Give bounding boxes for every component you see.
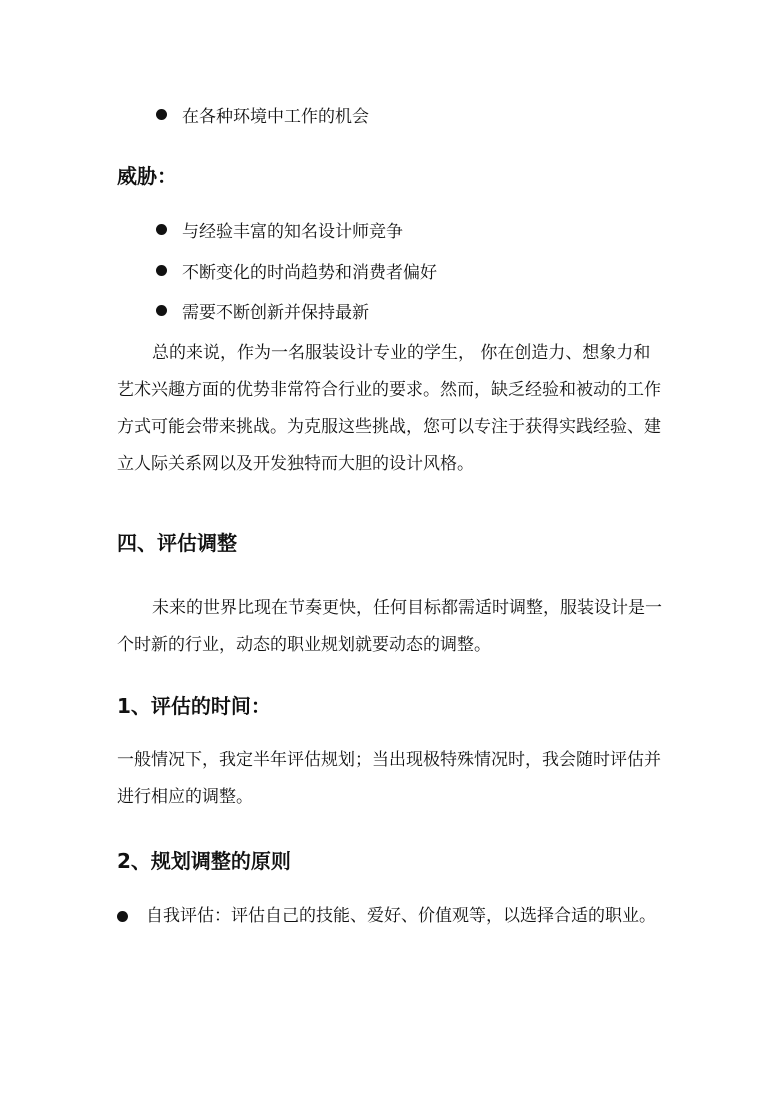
list-item: [156, 256, 437, 284]
bullet-icon: [156, 109, 167, 120]
list-item: [156, 100, 369, 128]
list-item: [156, 296, 369, 324]
bullet-icon: [156, 224, 167, 235]
bullet-icon: [156, 265, 167, 276]
list-item-text: 在各种环境中工作的机会: [182, 106, 369, 127]
threats-heading: 威胁：: [117, 164, 177, 188]
section-heading: 四、评估调整: [117, 531, 237, 555]
list-item: [156, 215, 403, 243]
list-item-text: 与经验丰富的知名设计师竞争: [182, 221, 403, 242]
summary-paragraph: 总的来说，作为一名服装设计专业的学生， 你在创造力、想象力和艺术兴趣方面的优势非常符合行业的要求。然而，缺乏经验和被动的工作方式可能会带来挑战。为克服这些挑战，您可以专注于获得实践经验、建立人际关系网以及开发独特而大胆的设计风格。: [117, 343, 661, 474]
list-item: [117, 898, 662, 935]
list-item-text: 自我评估：评估自己的技能、爱好、价值观等，以选择合适的职业。: [146, 906, 656, 926]
list-item-text: 需要不断创新并保持最新: [182, 302, 369, 323]
bullet-icon: [156, 305, 167, 316]
evaluation-time-paragraph: 一般情况下，我定半年评估规划；当出现极特殊情况时，我会随时评估并进行相应的调整。: [117, 750, 661, 807]
subsection-heading: 2、规划调整的原则: [117, 849, 291, 873]
bullet-icon: [117, 911, 128, 922]
list-item-text: 不断变化的时尚趋势和消费者偏好: [182, 262, 437, 283]
section-intro-paragraph: 未来的世界比现在节奏更快，任何目标都需适时调整，服装设计是一个时新的行业，动态的职业规划就要动态的调整。: [117, 598, 662, 655]
subsection-heading: 1、评估的时间：: [117, 694, 271, 718]
